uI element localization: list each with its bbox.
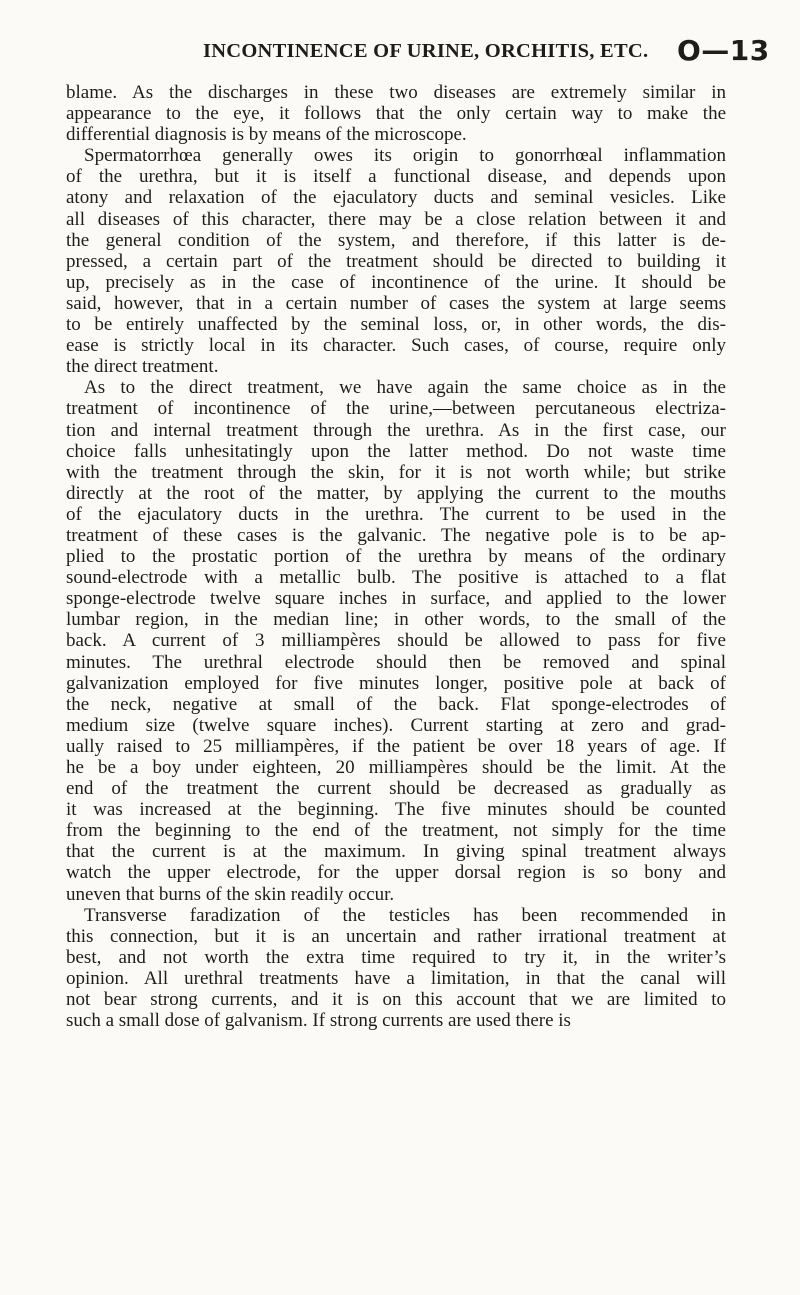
text-line: directly at the root of the matter, by applying the current to the mouths (66, 482, 726, 504)
text-line: this connection, but it is an uncertain and rather irrational treatment at (66, 925, 726, 947)
text-line: treatment of incontinence of the urine,—between percutaneous electriza- (66, 398, 726, 420)
text-line: differential diagnosis is by means of the microscope. (66, 124, 467, 146)
text-line: he be a boy under eighteen, 20 milliampères should be the limit. At the (66, 757, 726, 778)
text-line: Spermatorrhœa generally owes its origin to gonorrhœal inflammation (84, 145, 726, 167)
text-line: up, precisely as in the case of incontinence of the urine. It should be (66, 271, 726, 293)
text-line: the neck, negative at small of the back. Flat sponge-electrodes of (66, 693, 726, 715)
running-title: INCONTINENCE OF URINE, ORCHITIS, ETC. (203, 40, 649, 62)
text-line: watch the upper electrode, for the upper dorsal region is so bony and (66, 862, 726, 884)
text-line: treatment of these cases is the galvanic. The negative pole is to be ap- (66, 524, 726, 546)
text-line: choice falls unhesitatingly upon the latter method. Do not waste time (66, 440, 726, 462)
running-head (0, 34, 800, 68)
text-line: from the beginning to the end of the treatment, not simply for the time (66, 820, 726, 842)
paragraph (66, 905, 726, 1032)
text-line: of the ejaculatory ducts in the urethra. The current to be used in the (66, 503, 726, 525)
text-line: sponge-electrode twelve square inches in surface, and applied to the lower (66, 588, 726, 610)
text-line: such a small dose of galvanism. If strong currents are used there is (66, 1010, 571, 1032)
page-number: O—13 (677, 34, 770, 67)
text-line: tion and internal treatment through the urethra. As in the first case, our (66, 419, 726, 441)
paragraph (66, 82, 726, 145)
text-line: appearance to the eye, it follows that the only certain way to make the (66, 103, 726, 125)
text-line: the general condition of the system, and therefore, if this latter is de- (66, 229, 726, 251)
body-text (66, 82, 726, 1031)
text-line: Transverse faradization of the testicles has been recommended in (84, 904, 726, 926)
text-line: ually raised to 25 milliampères, if the patient be over 18 years of age. If (66, 735, 726, 757)
text-line: sound-electrode with a metallic bulb. The positive is attached to a flat (66, 567, 726, 589)
text-line: back. A current of 3 milliampères should be allowed to pass for five (66, 630, 726, 652)
text-line: of the urethra, but it is itself a functional disease, and depends upon (66, 166, 726, 188)
text-line: galvanization employed for five minutes longer, positive pole at back of (66, 672, 726, 694)
text-line: pressed, a certain part of the treatment should be directed to building it (66, 250, 726, 272)
text-line: atony and relaxation of the ejaculatory ducts and seminal vesicles. Like (66, 187, 726, 209)
text-line: end of the treatment the current should be decreased as gradually as (66, 778, 726, 800)
text-line: ease is strictly local in its character. Such cases, of course, require only (66, 335, 726, 357)
text-line: uneven that burns of the skin readily occur. (66, 883, 395, 905)
text-line: to be entirely unaffected by the seminal loss, or, in other words, the dis- (66, 314, 726, 336)
text-line: with the treatment through the skin, for it is not worth while; but strike (66, 461, 726, 483)
text-line: not bear strong currents, and it is on this account that we are limited to (66, 989, 726, 1011)
text-line: As to the direct treatment, we have again the same choice as in the (84, 377, 726, 399)
text-line: minutes. The urethral electrode should then be removed and spinal (66, 651, 726, 673)
text-line: opinion. All urethral treatments have a limitation, in that the canal will (66, 967, 726, 989)
text-line: the direct treatment. (66, 356, 219, 378)
text-line: plied to the prostatic portion of the urethra by means of the ordinary (66, 546, 726, 568)
paragraph (66, 145, 726, 377)
text-line: lumbar region, in the median line; in other words, to the small of the (66, 609, 726, 631)
text-line: medium size (twelve square inches). Current starting at zero and grad- (66, 714, 726, 736)
text-line: it was increased at the beginning. The five minutes should be counted (66, 799, 726, 821)
text-line: blame. As the discharges in these two diseases are extremely similar in (66, 82, 726, 103)
text-line: best, and not worth the extra time required to try it, in the writer’s (66, 946, 726, 968)
text-line: said, however, that in a certain number of cases the system at large seems (66, 292, 726, 314)
text-line: all diseases of this character, there may be a close relation between it and (66, 208, 726, 230)
paragraph (66, 377, 726, 904)
text-line: that the current is at the maximum. In giving spinal treatment always (66, 841, 726, 863)
